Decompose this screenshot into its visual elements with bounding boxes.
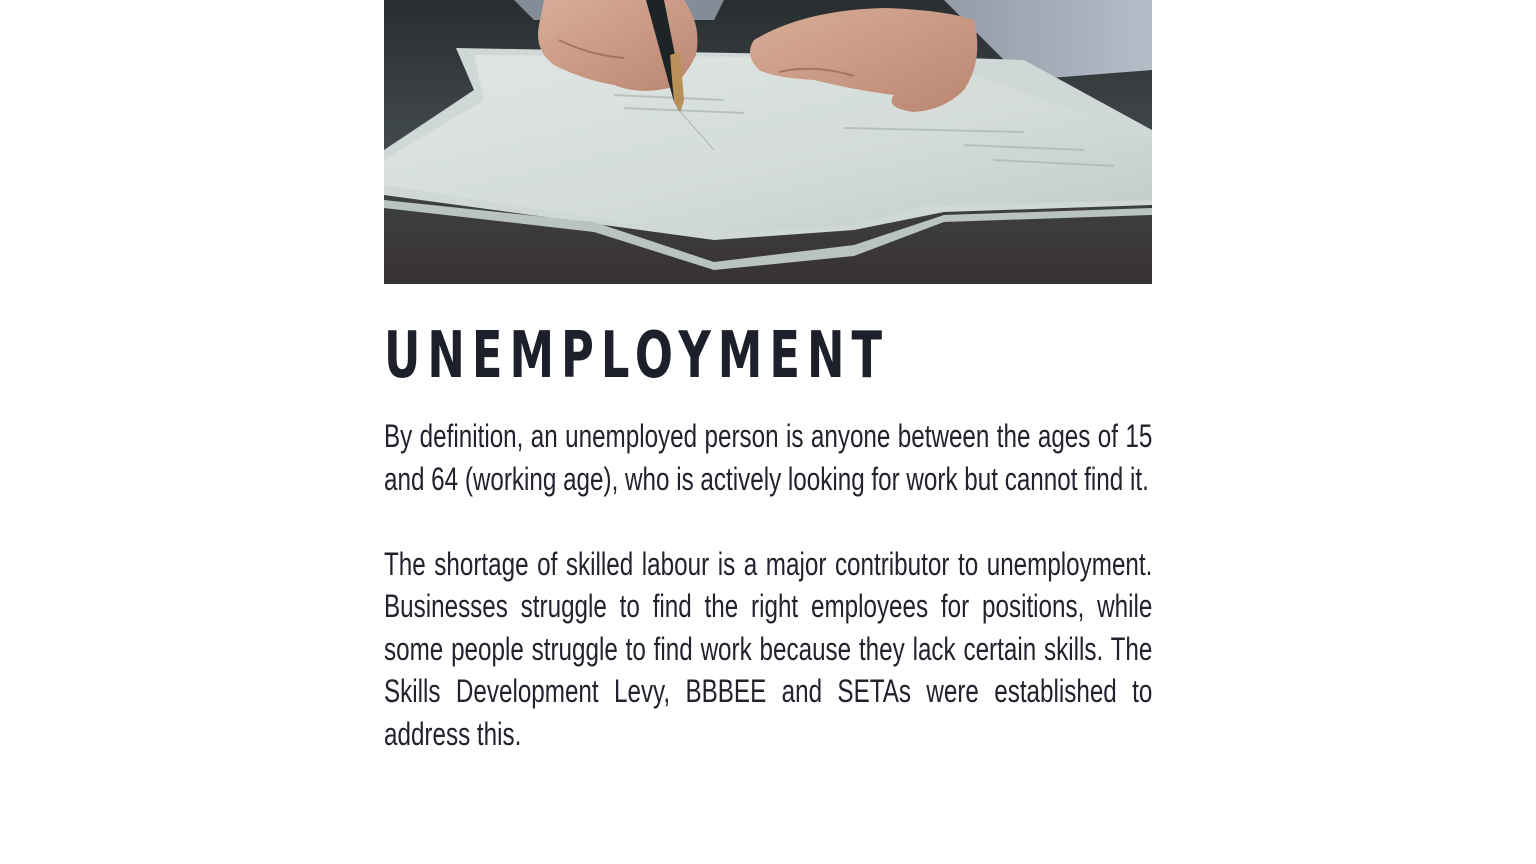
definition-paragraph: By definition, an unemployed person is anyone between the ages of 15 and 64 (working age), who is actively looking for work but cannot find it.: [384, 418, 1153, 497]
content-column: [384, 0, 1152, 755]
hero-photo: [384, 0, 1152, 284]
skills-shortage-paragraph: The shortage of skilled labour is a major contributor to unemployment. Businesses struggle to find the right employees for positions, while some people struggle to find work because they lack certain skills. The Skills Development Levy, BBBEE and SETAs were established to address this.: [384, 545, 1153, 752]
page-title: UNEMPLOYMENT: [384, 319, 890, 393]
hand-signing-document-photo: [384, 0, 1152, 284]
